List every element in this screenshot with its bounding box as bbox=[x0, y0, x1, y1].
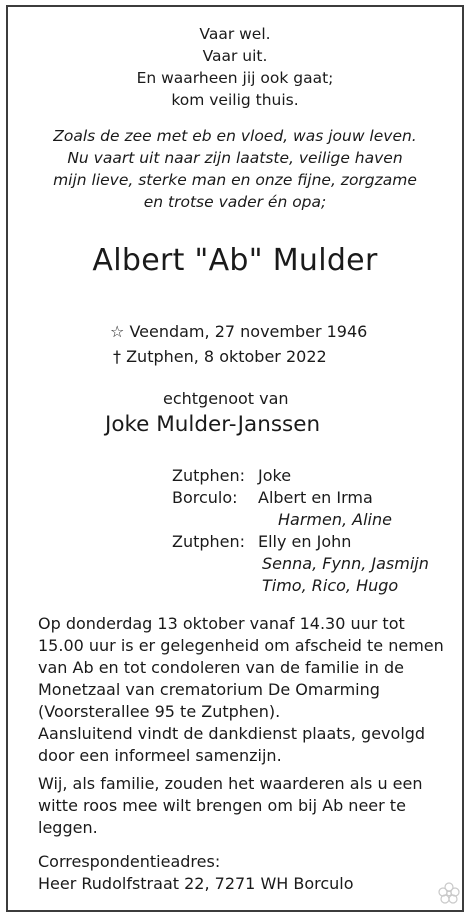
poem-line: en trotse vader én opa; bbox=[143, 193, 327, 211]
family-names: Elly en John bbox=[258, 532, 352, 551]
poem-line: En waarheen jij ook gaat; bbox=[136, 69, 334, 87]
grandchildren-names: Timo, Rico, Hugo bbox=[262, 576, 399, 595]
correspondence-address: Heer Rudolfstraat 22, 7271 WH Borculo bbox=[38, 874, 354, 893]
death-line bbox=[113, 345, 327, 369]
spouse-label: echtgenoot van bbox=[163, 389, 289, 408]
death-info: Zutphen, 8 oktober 2022 bbox=[126, 347, 327, 366]
spouse-name: Joke Mulder-Janssen bbox=[105, 412, 321, 437]
grandchildren-names: Harmen, Aline bbox=[278, 510, 392, 529]
obituary-card bbox=[6, 5, 464, 912]
poem-line: kom veilig thuis. bbox=[171, 91, 299, 109]
poem-line: Vaar wel. bbox=[199, 25, 271, 43]
cross-icon: † bbox=[113, 347, 121, 366]
poem-line: Zoals de zee met eb en vloed, was jouw leven. bbox=[53, 127, 417, 145]
family-place: Zutphen: bbox=[172, 532, 246, 551]
correspondence-block bbox=[38, 851, 354, 895]
text-line: Monetzaal van crematorium De Omarming bbox=[38, 680, 380, 699]
deceased-name: Albert "Ab" Mulder bbox=[92, 243, 378, 278]
birth-line bbox=[110, 320, 367, 344]
text-line: 15.00 uur is er gelegenheid om afscheid te nemen bbox=[38, 636, 444, 655]
farewell-paragraph bbox=[38, 613, 444, 767]
text-line: door een informeel samenzijn. bbox=[38, 746, 282, 765]
flower-logo-icon bbox=[434, 878, 464, 908]
text-line: witte roos mee wilt brengen om bij Ab neer te bbox=[38, 796, 406, 815]
family-names: Albert en Irma bbox=[258, 488, 373, 507]
poem-line: mijn lieve, sterke man en onze fijne, zorgzame bbox=[53, 171, 417, 189]
poem-line: Vaar uit. bbox=[202, 47, 268, 65]
text-line: (Voorsterallee 95 te Zutphen). bbox=[38, 702, 281, 721]
poem-stanza-1 bbox=[8, 23, 462, 111]
text-line: Wij, als familie, zouden het waarderen als u een bbox=[38, 774, 423, 793]
star-icon: ☆ bbox=[110, 322, 125, 341]
family-place: Zutphen: bbox=[172, 466, 246, 485]
grandchildren-names: Senna, Fynn, Jasmijn bbox=[262, 554, 429, 573]
family-place: Borculo: bbox=[172, 488, 238, 507]
flower-logo-svg bbox=[434, 878, 464, 908]
text-line: van Ab en tot condoleren van de familie in de bbox=[38, 658, 404, 677]
text-line: Op donderdag 13 oktober vanaf 14.30 uur tot bbox=[38, 614, 405, 633]
request-paragraph bbox=[38, 773, 423, 839]
correspondence-label: Correspondentieadres: bbox=[38, 852, 221, 871]
family-names: Joke bbox=[258, 466, 292, 485]
birth-info: Veendam, 27 november 1946 bbox=[129, 322, 368, 341]
text-line: leggen. bbox=[38, 818, 98, 837]
text-line: Aansluitend vindt de dankdienst plaats, gevolgd bbox=[38, 724, 426, 743]
poem-line: Nu vaart uit naar zijn laatste, veilige haven bbox=[67, 149, 403, 167]
poem-stanza-2 bbox=[8, 125, 462, 213]
